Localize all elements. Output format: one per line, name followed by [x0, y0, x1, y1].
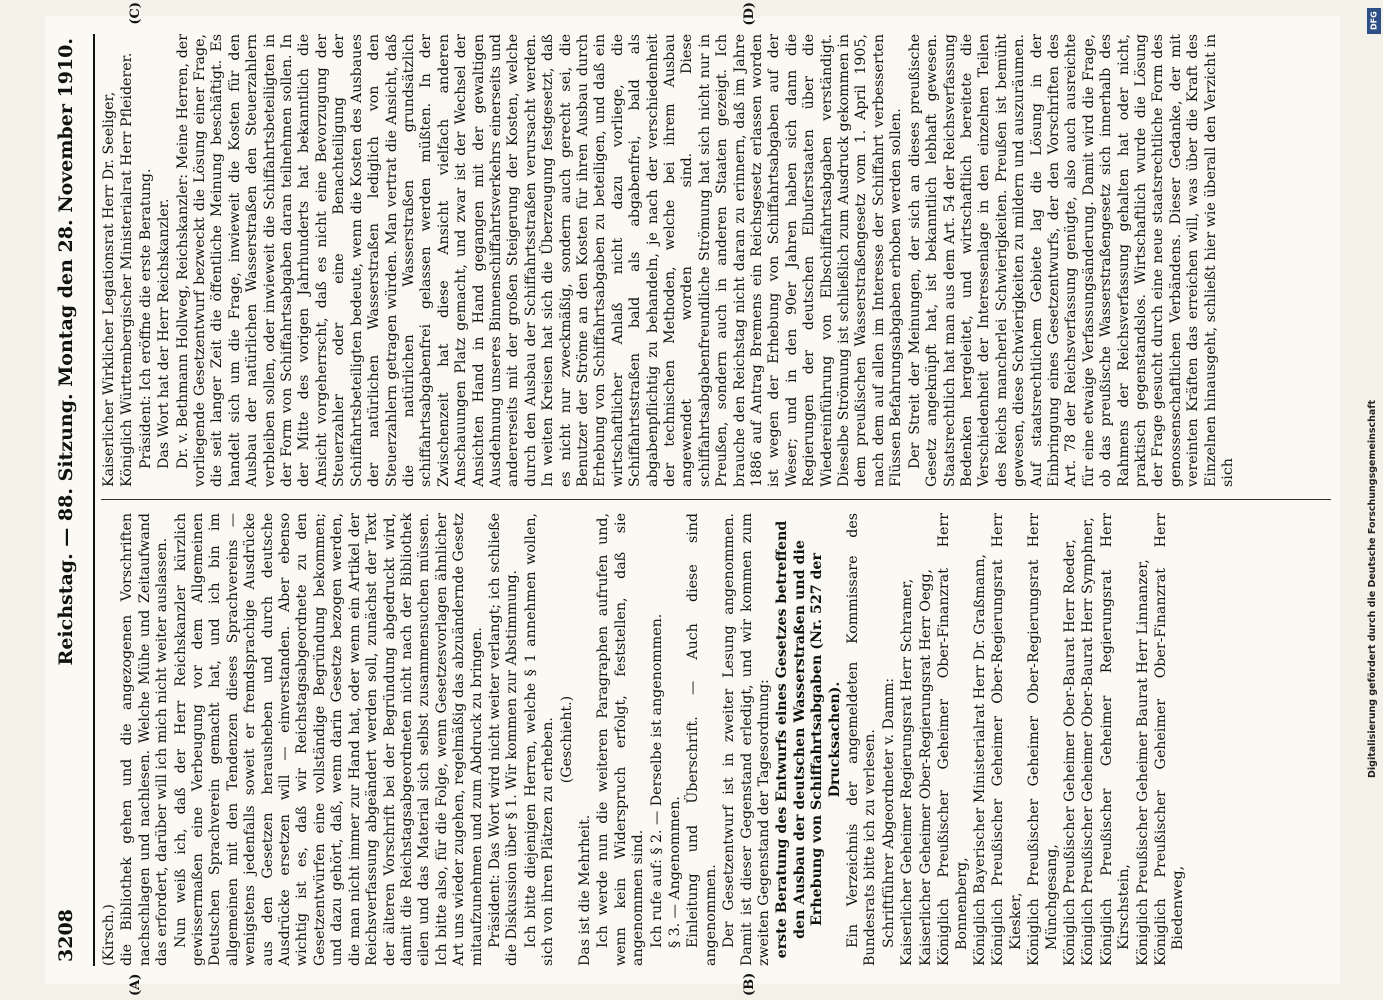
speaker-ref: (Kirsch.) — [101, 904, 117, 966]
paragraph: Schriftführer Abgeordneter v. Damm: — [880, 677, 897, 948]
paragraph: die Bibliothek gehen und die angezogenen Vorschriften nachschlagen und nachlesen. Welche Mühe und Zeitaufwand das erfordert, darüber will ich mich nicht weiter auslassen. — [119, 513, 171, 966]
commissioner-item: Königlich Preußischer Geheimer Regierungsrat Herr Kirschstein, — [1098, 513, 1133, 966]
commissioner-item: Königlich Preußischer Geheimer Ober-Finanzrat Herr Biedenweg, — [1152, 513, 1187, 966]
commissioner-item: Kaiserlicher Wirklicher Legationsrat Herr Dr. Seeliger, — [101, 91, 117, 487]
page-number: 3208 — [55, 909, 77, 962]
stage-note: (Geschieht.) — [558, 695, 575, 784]
digitization-note: Digitalisierung gefördert durch die Deutsche Forschungsgemeinschaft — [1367, 400, 1378, 778]
paragraph: Das ist die Mehrheit. — [576, 814, 593, 966]
session-title: Reichstag. — 88. Sitzung. Montag den 28. November 1910. — [55, 38, 77, 666]
commissioner-item: Königlich Preußischer Geheimer Ober-Finanzrat Herr Bonnenberg, — [936, 513, 970, 966]
president-statement: Präsident: Das Wort wird nicht weiter verlangt; ich schließe die Diskussion über § 1. Wir kommen zur Abstimmung. — [486, 513, 521, 966]
margin-mark-b: (B) — [742, 972, 757, 996]
commissioner-item: Königlich Preußischer Geheimer Ober-Regierungsrat Herr Münchgesang, — [1026, 513, 1060, 966]
chancellor-speech-continued: Der Streit der Meinungen, der sich an dieses preußische Gesetz angeknüpft hat, ist bekanntlich lebhaft gewesen. Staatsrechtlich hat man aus dem Art. 54 der Reichsverfassung Bedenken hergeleitet, und wirtschaftlich bereitete die Verschiedenheit der Interessenlage in den einzelnen Teilen des Reichs mancherlei Schwierigkeiten. Preußen ist bemüht gewesen, diese Schwierigkeiten zu mildern und auszuräumen. Auf staatsrechtlichem Gebiete lag die Lösung in der Einbringung eines Gesetzentwurfs, der den Vorschriften des Art. 78 der Reichsverfassung genügte, also auch ausreichte für eine etwaige Verfassungsänderung. Damit wird die Frage, ob das preußische Wasserstraßengesetz sich innerhalb des Rahmens der Reichsverfassung gehalten hat oder nicht, praktisch gegenstandslos. Wirtschaftlich wurde die Lösung der Frage gesucht durch eine neue staatsrechtliche Form des genossenschaftlichen Verbändens. Dieser Gedanke, der mit vereinten Kräften das erreichen will, was über die Kraft des Einzelnen hinausgeht, schließt hier wie überall den Verzicht in sich — [906, 34, 1236, 487]
commissioner-item: Königlich Preußischer Geheimer Ober-Baurat Herr Symphner, — [1080, 517, 1097, 966]
chancellor-speech: Dr. v. Bethmann Hollweg, Reichskanzler: Meine Herren, der vorliegende Gesetzentwurf bezweckt die Lösung einer Frage, die seit langer Zeit die öffentliche Meinung beschäftigt. Es handelt sich um die Frage, inwieweit die Kosten für den Ausbau der natürlichen Wasserstraßen den Steuerzahlern verbleiben sollen, oder inwieweit die Schiffahrtsbeteiligten in der Form von Schiffahrtsabgaben daran teilnehmen sollen. In der Mitte des vorigen Jahrhunderts hat bekanntlich die Ansicht vorgeherrscht, daß es nicht eine Bevorzugung der Steuerzahler oder eine Benachteiligung der Schiffahrtsbeteiligten bedeute, wenn die Kosten des Ausbaues der natürlichen Wasserstraßen lediglich von den Steuerzahlern getragen würden. Man vertrat die Ansicht, daß die natürlichen Wasserstraßen grundsätzlich schiffahrtsabgabenfrei gelassen werden müßten. In der Zwischenzeit hat diese Ansicht vielfach anderen Anschauungen Platz gemacht, und zwar ist der Wechsel der Ansichten Hand in Hand gegangen mit der gewaltigen Ausdehnung unseres Binnenschiffahrtsverkehrs einerseits und andererseits mit der großen Steigerung der Kosten, welche durch den Ausbau der Schiffahrtsstraßen verursacht werden. In weiten Kreisen hat sich die Überzeugung festgesetzt, daß es nicht nur zweckmäßig, sondern auch gerecht sei, die Benutzer der Ströme an den Kosten für ihren Ausbau durch Erhebung von Schiffahrtsabgaben zu beteiligen, und daß ein wirtschaftlicher Anlaß nicht dazu vorliege, die Schiffahrtsstraßen bald als abgabenfrei, bald als abgabenpflichtig zu behandeln, je nach der verschiedenheit der technischen Methoden, welche bei ihrem Ausbau angewendet worden sind. Diese schiffahrtsabgabenfreundliche Strömung hat sich nicht nur in Preußen, sondern auch in anderen Staaten gezeigt. Ich brauche den Reichstag nicht daran zu erinnern, daß im Jahre 1886 auf Antrag Bremens ein Reichsgesetz erlassen worden ist wegen der Erhebung von Schiffahrtsabgaben auf der Weser; und in den 90er Jahren haben sich dann die Regierungen der deutschen Elbuferstaaten über die Wiedereinführung von Elbschiffahrtsabgaben verständigt. Dieselbe Strömung ist schließlich zum Ausdruck gekommen in dem preußischen Wasserstraßengesetz vom 1. April 1905, nach dem auf allen im Interesse der Schiffahrt verbesserten Flüssen Befahrungsabgaben erhoben werden sollen. — [174, 34, 905, 487]
page-header — [55, 34, 95, 966]
paragraph: Nun weiß ich, daß der Herr Reichskanzler kürzlich gewissermaßen eine Verbeugung vor dem Allgemeinen Deutschen Sprachverein gemacht hat, und ich bin im allgemeinen mit den Tendenzen dieses Sprachvereins — wenigstens jedenfalls soweit er fremdsprachige Ausdrücke aus den Gesetzen herausheben und durch deutsche Ausdrücke ersetzen will — einverstanden. Aber ebenso wichtig ist es, daß wir Reichstagsabgeordnete zu den Gesetzentwürfen eine vollständige Begründung bekommen; und dazu gehört, daß, wenn darin Gesetze bezogen werden, die man nicht immer zur Hand hat, oder wenn ein Artikel der Reichsverfassung abgeändert werden soll, zunächst der Text der älteren Vorschrift bei der Begründung abgedruckt wird, damit die Reichstagsabgeordneten nicht nach der Bibliothek eilen und das Material sich selbst zusammensuchen müssen. Ich bitte also, für die Folge, wenn Gesetzesvorlagen ähnlicher Art uns wieder zugehen, regelmäßig das abzuändernde Gesetz mitaufzunehmen und zum Abdruck zu bringen. — [172, 513, 485, 966]
text-columns — [95, 2, 1331, 996]
commissioner-item: Königlich Württembergischer Ministerialrat Herr Pfleiderer. — [119, 52, 136, 487]
margin-mark-a: (A) — [128, 973, 143, 996]
margin-mark-c: (C) — [128, 2, 143, 25]
paragraph: Ich rufe auf: § 2. — Derselbe ist angenommen. — [648, 613, 665, 948]
paragraph: Der Gesetzentwurf ist in zweiter Lesung angenommen. Damit ist dieser Gegenstand erledigt, und wir kommen zum zweiten Gegenstand der Tagesordnung: — [721, 513, 773, 966]
president-statement: Präsident: Ich eröffne die erste Beratung. — [137, 168, 154, 469]
paragraph: Das Wort hat der Herr Reichskanzler. — [156, 198, 173, 469]
agenda-item: erste Beratung des Entwurfs eines Gesetzes betreffend den Ausbau der deutschen Wasserstraßen und die Erhebung von Schiffahrtsabgaben (Nr. 527 der Drucksachen). — [774, 520, 843, 959]
commissioner-item: Kaiserlicher Geheimer Ober-Regierungsrat Herr Oegg, — [917, 568, 934, 966]
margin-mark-d: (D) — [742, 2, 757, 26]
commissioner-item: Kaiserlicher Geheimer Regierungsrat Herr Schramer, — [899, 578, 916, 966]
commissioner-item: Königlich Preußischer Geheimer Ober-Baurat Herr Roeder, — [1061, 539, 1078, 966]
right-column — [101, 2, 1331, 487]
commissioner-item: Königlich Preußischer Geheimer Baurat Herr Linnanzer, — [1134, 559, 1151, 966]
paragraph: Ich bitte diejenigen Herren, welche § 1 annehmen wollen, sich von ihren Plätzen zu erheben. — [522, 513, 557, 966]
paragraph: Einleitung und Überschrift. — Auch diese sind angenommen. — [685, 513, 719, 966]
paragraph: § 3. — Angenommen. — [667, 796, 683, 948]
commissioner-item: Königlich Bayerischer Ministerialrat Herr Dr. Graßmann, — [971, 554, 988, 966]
dfg-logo: DFG — [1367, 8, 1381, 34]
paragraph: Ein Verzeichnis der angemeldeten Kommissare des Bundesrats bitte ich zu verlesen. — [845, 513, 879, 966]
paragraph: Ich werde nun die weiteren Paragraphen aufrufen und, wenn kein Widerspruch erfolgt, feststellen, daß sie angenommen sind. — [595, 513, 647, 966]
commissioner-item: Königlich Preußischer Geheimer Ober-Regierungsrat Herr Kiesker, — [990, 513, 1024, 966]
rotated-newspaper-page — [45, 2, 1340, 996]
left-column — [101, 513, 1331, 996]
